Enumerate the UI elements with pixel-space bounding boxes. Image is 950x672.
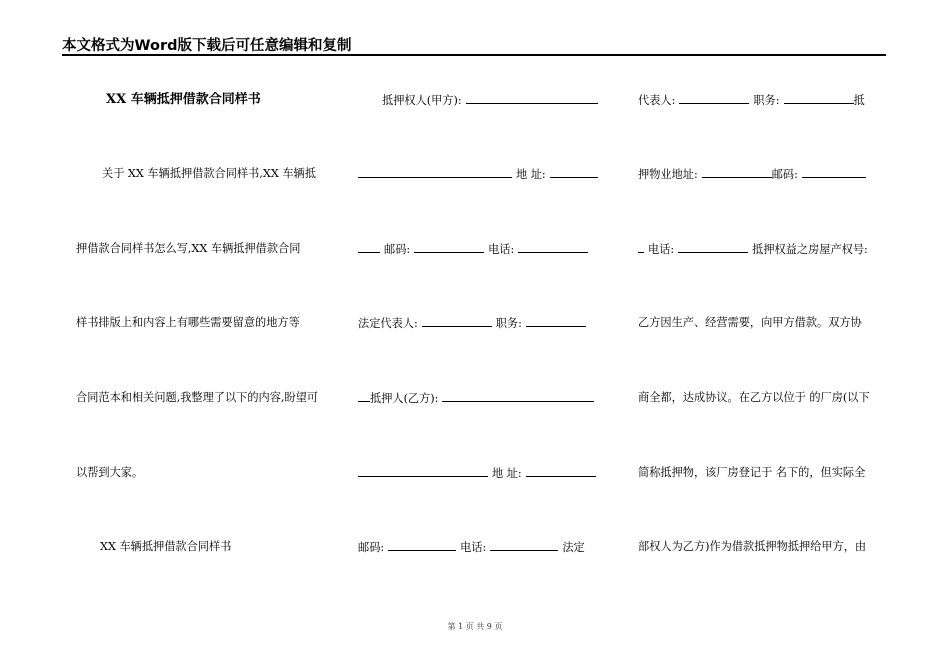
- representative-label: 代表人:: [638, 94, 676, 107]
- document-title: XX 车辆抵押借款合同样书: [106, 92, 261, 107]
- mortgagor-blank: [442, 390, 594, 402]
- trailing-char: 抵: [853, 94, 865, 107]
- address-label-2: 地 址:: [492, 467, 522, 480]
- paragraph-line: 样书排版上和内容上有哪些需要留意的地方等: [76, 316, 300, 329]
- property-address-blank: [702, 166, 772, 178]
- phone-blank-left-3: [638, 241, 644, 253]
- property-cert-label: 抵押权益之房屋产权号:: [752, 243, 868, 256]
- paragraph-line: 合同范本和相关问题,我整理了以下的内容,盼望可: [76, 391, 319, 404]
- postcode-label: 邮码:: [384, 243, 411, 256]
- mortgagor-label: 抵押人(乙方):: [370, 392, 439, 405]
- page-header-title: 本文格式为Word版下载后可任意编辑和复制: [62, 38, 352, 54]
- address-blank-left: [358, 166, 512, 178]
- mortgagee-label: 抵押权人(甲方):: [382, 94, 462, 107]
- address-blank-left-2: [358, 465, 488, 477]
- property-address-line: [638, 166, 886, 182]
- body-line: 商全都，达成协议。在乙方以位于 的厂房(以下: [638, 391, 870, 404]
- subtitle: XX 车辆抵押借款合同样书: [100, 540, 232, 553]
- mortgagor-blank-left: [358, 390, 370, 402]
- body-line: 部权人为乙方)作为借款抵押物抵押给甲方，由: [638, 540, 867, 553]
- postcode-label-2: 邮码:: [358, 541, 385, 554]
- address-label: 地 址:: [516, 168, 546, 181]
- postcode-blank-2: [388, 539, 456, 551]
- body-line: 乙方因生产、经营需要，向甲方借款。双方协: [638, 316, 862, 329]
- paragraph-line: 以帮到大家。: [76, 466, 144, 479]
- address-line: [358, 166, 606, 182]
- phone-label-2: 电话:: [460, 541, 487, 554]
- property-cert-line: [638, 241, 886, 257]
- paragraph-line: 关于 XX 车辆抵押借款合同样书,XX 车辆抵: [102, 167, 316, 180]
- mortgagor-line: [358, 390, 606, 406]
- postcode-blank-left: [358, 241, 380, 253]
- address-blank-right-2: [526, 465, 596, 477]
- postcode-label-3: 邮码:: [771, 168, 798, 181]
- body-line: 简称抵押物，该厂房登记于 名下的，但实际全: [638, 466, 866, 479]
- phone-blank-2: [490, 539, 558, 551]
- position-blank: [526, 315, 586, 327]
- postcode-phone-line-2: [358, 539, 606, 555]
- address-line-2: [358, 465, 606, 481]
- phone-blank: [518, 241, 588, 253]
- representative-line: [638, 92, 886, 108]
- position-label-3: 职务:: [753, 94, 780, 107]
- trailing-text: 法定: [562, 541, 585, 554]
- representative-blank: [679, 92, 749, 104]
- property-address-label: 押物业地址:: [638, 168, 698, 181]
- postcode-phone-line: [358, 241, 606, 257]
- legal-rep-label: 法定代表人:: [358, 317, 418, 330]
- header-rule: [62, 54, 886, 56]
- mortgagee-line: [358, 92, 606, 108]
- paragraph-line: 押借款合同样书怎么写,XX 车辆抵押借款合同: [76, 242, 301, 255]
- phone-label-3: 电话:: [648, 243, 675, 256]
- position-label: 职务:: [495, 317, 522, 330]
- legal-rep-line: [358, 315, 606, 331]
- legal-rep-blank: [422, 315, 492, 327]
- postcode-blank-3: [802, 166, 866, 178]
- postcode-blank: [414, 241, 484, 253]
- position-blank-3: [784, 92, 854, 104]
- page-number: 第 1 页 共 9 页: [447, 622, 503, 631]
- mortgagee-blank: [466, 92, 598, 104]
- phone-blank-3: [678, 241, 748, 253]
- address-blank-right: [550, 166, 598, 178]
- phone-label: 电话:: [488, 243, 515, 256]
